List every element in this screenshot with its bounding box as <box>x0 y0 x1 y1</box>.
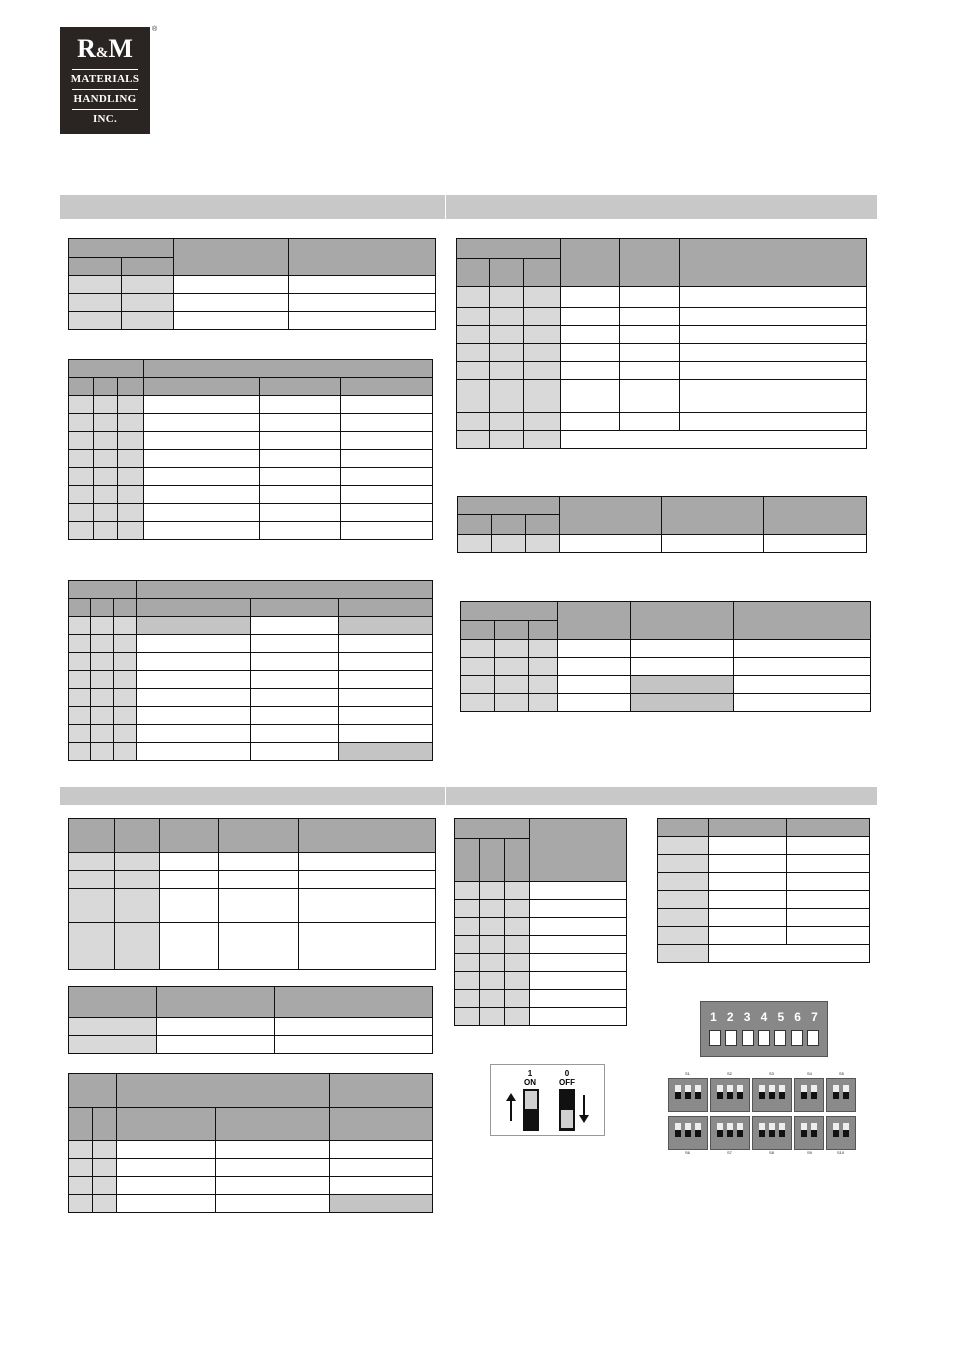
on-label: ON <box>524 1078 536 1087</box>
logo-letter-m: M <box>108 34 133 63</box>
table-k <box>657 818 870 963</box>
block-label-s2: S2 <box>727 1071 732 1076</box>
table-h <box>68 986 433 1054</box>
off-number: 0 <box>564 1069 570 1078</box>
block-label-s6: S6 <box>685 1150 690 1155</box>
dip-slot <box>725 1030 737 1046</box>
block-label-s9: S9 <box>807 1150 812 1155</box>
block-label-s1: S1 <box>685 1071 690 1076</box>
dip-number-7: 7 <box>811 1010 818 1024</box>
arrow-down-head-icon <box>579 1115 589 1123</box>
registered-mark: ® <box>152 26 158 33</box>
switch-block-s2 <box>710 1078 750 1112</box>
arrow-up-head-icon <box>506 1093 516 1101</box>
on-number: 1 <box>527 1069 533 1078</box>
switch-on-icon <box>523 1089 539 1131</box>
block-label-s10: S10 <box>837 1150 845 1155</box>
switch-block-s9 <box>794 1116 824 1150</box>
table-e <box>457 496 867 553</box>
section-band-top <box>60 195 877 219</box>
dip-number-5: 5 <box>777 1010 785 1024</box>
dip-slot <box>742 1030 754 1046</box>
switch-block-s3 <box>752 1078 792 1112</box>
dip-switch-7 <box>700 1001 828 1057</box>
switch-block-s10 <box>826 1116 856 1150</box>
switch-block-s8 <box>752 1116 792 1150</box>
switch-block-s1 <box>668 1078 708 1112</box>
dip-number-4: 4 <box>760 1010 768 1024</box>
dip-number-3: 3 <box>743 1010 751 1024</box>
dip-slot <box>807 1030 819 1046</box>
arrow-up-icon <box>510 1099 512 1121</box>
table-d <box>456 238 867 449</box>
logo-inc: INC. <box>92 113 118 125</box>
section-band-bottom-divider <box>445 787 446 805</box>
switch-block-s6 <box>668 1116 708 1150</box>
block-label-s5: S5 <box>839 1071 844 1076</box>
table-i <box>68 1073 433 1213</box>
dip-slot <box>758 1030 770 1046</box>
dip-slot <box>791 1030 803 1046</box>
company-logo <box>60 27 150 134</box>
switch-blocks <box>668 1071 858 1157</box>
section-band-top-divider <box>445 195 446 219</box>
on-off-diagram <box>490 1064 605 1136</box>
dip-slot <box>774 1030 786 1046</box>
arrow-down-icon <box>583 1095 585 1117</box>
dip-slot <box>709 1030 721 1046</box>
table-b <box>68 359 433 540</box>
block-label-s4: S4 <box>807 1071 812 1076</box>
off-label: OFF <box>559 1078 575 1087</box>
logo-handling: HANDLING <box>73 93 137 105</box>
switch-block-s5 <box>826 1078 856 1112</box>
dip-number-6: 6 <box>794 1010 801 1024</box>
dip-number-1: 1 <box>710 1010 717 1024</box>
table-g <box>68 818 436 970</box>
switch-block-s4 <box>794 1078 824 1112</box>
table-f <box>460 601 871 712</box>
table-c <box>68 580 433 761</box>
dip-number-2: 2 <box>726 1010 734 1024</box>
section-band-bottom <box>60 787 877 805</box>
block-label-s3: S3 <box>769 1071 774 1076</box>
logo-ampersand: & <box>95 45 109 61</box>
switch-off-icon <box>559 1089 575 1131</box>
table-a <box>68 238 436 330</box>
logo-materials: MATERIALS <box>70 73 140 85</box>
block-label-s8: S8 <box>769 1150 774 1155</box>
switch-block-s7 <box>710 1116 750 1150</box>
block-label-s7: S7 <box>727 1150 732 1155</box>
table-j <box>454 818 627 1026</box>
logo-letter-r: R <box>77 34 96 63</box>
